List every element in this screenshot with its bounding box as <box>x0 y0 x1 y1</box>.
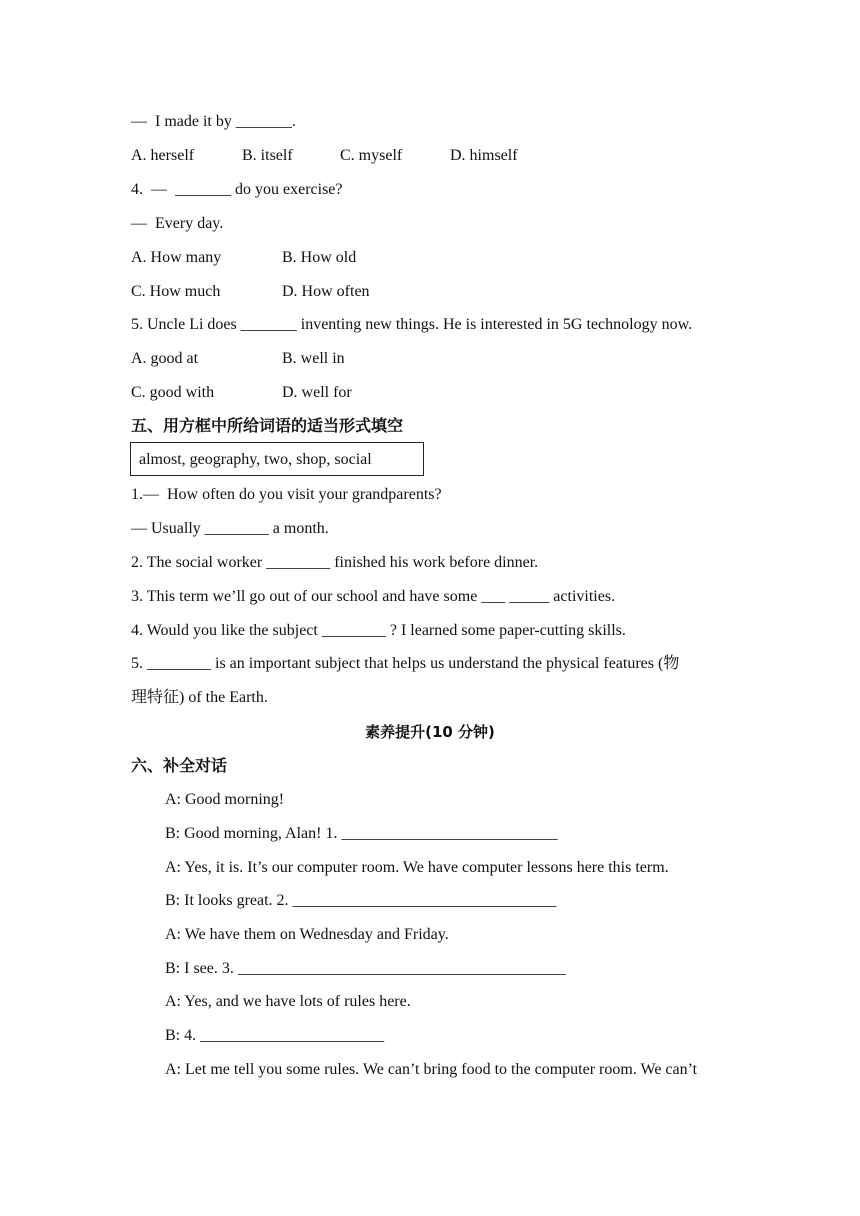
word-box-text: almost, geography, two, shop, social <box>139 451 372 468</box>
dialogue-line-8: B: 4. _______________________ <box>165 1027 385 1044</box>
literacy-section-title: 素养提升(10 分钟) <box>365 723 495 741</box>
q3-option-d: D. himself <box>450 147 518 164</box>
s5-item-5-cont: 理特征) of the Earth. <box>131 689 268 706</box>
dialogue-line-6: B: I see. 3. _________________________________________ <box>165 960 566 977</box>
q5-question: 5. Uncle Li does _______ inventing new things. He is interested in 5G technology now. <box>131 316 693 333</box>
q4-option-a: A. How many <box>131 249 222 266</box>
s5-item-4: 4. Would you like the subject ________ ? I learned some paper-cutting skills. <box>131 622 626 639</box>
dialogue-line-3: A: Yes, it is. It’s our computer room. We have computer lessons here this term. <box>165 859 669 876</box>
q5-option-a: A. good at <box>131 350 199 367</box>
s5-item-3: 3. This term we’ll go out of our school and have some ___ _____ activities. <box>131 588 616 605</box>
q5-option-c: C. good with <box>131 384 215 401</box>
dialogue-line-5: A: We have them on Wednesday and Friday. <box>165 926 449 943</box>
s5-item-1: 1.— How often do you visit your grandparents? <box>131 486 442 503</box>
q4-question: 4. — _______ do you exercise? <box>131 181 343 198</box>
s5-item-2: 2. The social worker ________ finished his work before dinner. <box>131 554 539 571</box>
section6-heading: 六、补全对话 <box>131 756 228 775</box>
q4-option-b: B. How old <box>282 249 357 266</box>
q3-option-a: A. herself <box>131 147 195 164</box>
q3-answer-line: — I made it by _______. <box>131 113 296 130</box>
q3-option-c: C. myself <box>340 147 403 164</box>
dialogue-line-9: A: Let me tell you some rules. We can’t bring food to the computer room. We can’t <box>165 1061 698 1078</box>
q4-answer-line: — Every day. <box>131 215 224 232</box>
dialogue-line-4: B: It looks great. 2. _________________________________ <box>165 892 557 909</box>
dialogue-line-2: B: Good morning, Alan! 1. ___________________________ <box>165 825 558 842</box>
s5-item-1-answer: — Usually ________ a month. <box>131 520 329 537</box>
s5-item-5: 5. ________ is an important subject that helps us understand the physical features (物 <box>131 655 680 672</box>
q3-option-b: B. itself <box>242 147 293 164</box>
dialogue-line-1: A: Good morning! <box>165 791 285 808</box>
q5-option-d: D. well for <box>282 384 352 401</box>
dialogue-line-7: A: Yes, and we have lots of rules here. <box>165 993 411 1010</box>
word-box <box>130 442 424 476</box>
q5-option-b: B. well in <box>282 350 345 367</box>
q4-option-c: C. How much <box>131 283 221 300</box>
section5-heading: 五、用方框中所给词语的适当形式填空 <box>131 416 404 435</box>
q4-option-d: D. How often <box>282 283 370 300</box>
